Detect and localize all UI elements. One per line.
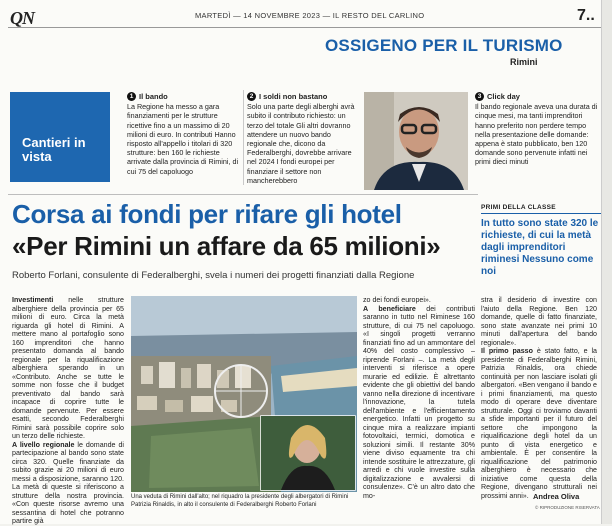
body-text: dei contributi saranno in tutto nel Riminese 160 strutture, di cui 75 nel capoluogo. «I singoli progetti verranno finanziati fino ad un ammontare del 40% del costo complessivo – riprende Forlani –. La metà degli interventi si riferisce a opere murarie ed edilizie. È altrettanto evidente che gli obiettivi del bando vanno nella direzione di incentivare l'innovazione, la tutela dell'ambiente e l'efficientamento energetico. Infatti un progetto su cinque mira a realizzare impianti fotovoltaici, termici, domotica e soluzioni simili. Il restante 30% viene diviso equamente tra chi intende sostituire le attrezzature, gli arredi e chi vuole investire sulla digitalizzazione e avvalersi di consulenze». C'è un altro dato che mo-: [363, 304, 475, 500]
info-text: La Regione ha messo a gara finanziamenti per le strutture ricettive fino a un massimo di 20 milioni di euro. In contributi Hanno risposto all'appello i titolari di 320 strutture: ben 160 le richieste arrivate dalla provincia di Rimini, di cui 75 del capoluogo: [127, 102, 239, 176]
page-number: 7..: [577, 7, 595, 24]
sidebar-text: In tutto sono state 320 le richieste, di cui la metà dagli imprenditori riminesi Nessuno come noi: [481, 218, 599, 277]
body-text: è stato fatto, e la presidente di Federalberghi Rimini, Patrizia Rinaldis, ora chiede continuità per non lasciare isolati gli albergatori. «Ben vengano il bando e i primi finanziamenti, ma questo modo di operare deve diventare strutturale. Oggi ci troviamo davanti a sfide importanti per il futuro del settore che impongono la riqualificazione degli hotel da un punto di vista energetico e ambientale. È per consentire la riqualificazione del patrimonio alberghiero è necessario che iniziative come questa della Regione, divengano strutturali nei prossimi anni».: [481, 347, 598, 500]
sidebar-label: PRIMI DELLA CLASSE: [481, 204, 601, 214]
info-column-1: [127, 92, 239, 176]
portrait-photo: [364, 92, 468, 190]
body-text: stra il desiderio di investire con l'aiuto della Regione. Ben 120 domande, quelle di fatto finanziate, sono state avanzate nei primi 10 minuti dall'apertura del bando regionale».: [481, 296, 597, 347]
page-edge: [601, 0, 612, 524]
copyright-credit: © RIPRODUZIONE RISERVATA: [535, 505, 600, 510]
info-text: Il bando regionale aveva una durata di cinque mesi, ma tanti imprenditori hanno preferito non perdere tempo nella presentazione delle domande: appena è stato pubblicato, ben 120 domande sono pervenute infatti nei primi dieci minuti: [475, 102, 598, 167]
aerial-photo: [131, 296, 357, 492]
info-column-3: [475, 92, 601, 167]
article-column-1: [12, 296, 124, 525]
cantieri-box: [10, 92, 110, 182]
subheadline: Roberto Forlani, consulente di Federalberghi, svela i numeri dei progetti finanziati dalla Regione: [12, 270, 415, 281]
newspaper-logo: QN: [10, 8, 34, 28]
info-text: Solo una parte degli alberghi avrà subito il contributo richiesto: un terzo del totale Gli altri dovranno attendere un nuovo bando regionale che, dicono da Federalberghi, dovrebbe arrivare nel 2024 I fondi europei per finanziare il settore non mancherebbero: [247, 102, 355, 185]
info-heading: Click day: [487, 92, 520, 101]
info-heading: Il bando: [139, 92, 168, 101]
number-badge: 3: [475, 92, 484, 101]
lead-in: A livello regionale: [12, 440, 75, 449]
lead-in: Investimenti: [12, 296, 54, 304]
photo-caption: Una veduta di Rimini dall'alto; nel riquadro la presidente degli albergatori di Rimini Patrizia Rinaldis, in alto il consulente di Federalberghi Roberto Forlani: [131, 494, 349, 508]
info-column-2: [247, 92, 359, 185]
section-location: Rimini: [510, 57, 538, 67]
headline-quote: «Per Rimini un affare da 65 milioni»: [12, 231, 441, 261]
sidebar-box: [481, 204, 601, 278]
section-title: OSSIGENO PER IL TURISMO: [325, 36, 563, 55]
author-signature: Andrea Oliva: [533, 492, 580, 501]
number-badge: 2: [247, 92, 256, 101]
info-heading: I soldi non bastano: [259, 92, 328, 101]
dateline: MARTEDÌ — 14 NOVEMBRE 2023 — IL RESTO DEL CARLINO: [195, 11, 425, 20]
body-text: zo dei fondi europei».: [363, 296, 431, 304]
article-column-3: [363, 296, 475, 524]
body-text: nelle strutture alberghiere della provincia per 65 milioni di euro. Circa la metà riguarda gli hotel di Rimini. A mettere mano al portafoglio sono 160 imprenditori che hanno presentato domanda al bando regionale per la riqualificazione alberghiera sperando in un «Contributo. Anche se tutte le somme non fosse che il budget preventivato dal bando sarà incapace di coprire tutte le domande pervenute. Per essere esatti, secondo Federalberghi Rimini sarà possibile coprire solo un terzo delle richieste.: [12, 296, 124, 440]
headline: Corsa ai fondi per rifare gli hotel: [12, 199, 402, 229]
section-rule: [8, 194, 478, 195]
cantieri-label: Cantieri in vista: [22, 135, 86, 164]
number-badge: 1: [127, 92, 136, 101]
body-text: le domande di partecipazione al bando sono state circa 320. Quelle finanziate da subito grazie ai 20 milioni di euro messi a disposizione, saranno 120. La metà di queste si riferiscono a strutture della nostra provincia. «Con queste risorse avremo una sessantina di hotel che potranno partire già: [12, 440, 124, 525]
column-divider: [243, 90, 244, 185]
lead-in: A beneficiare: [363, 304, 416, 313]
lead-in: Il primo passo: [481, 347, 533, 355]
top-rule: [8, 27, 603, 28]
